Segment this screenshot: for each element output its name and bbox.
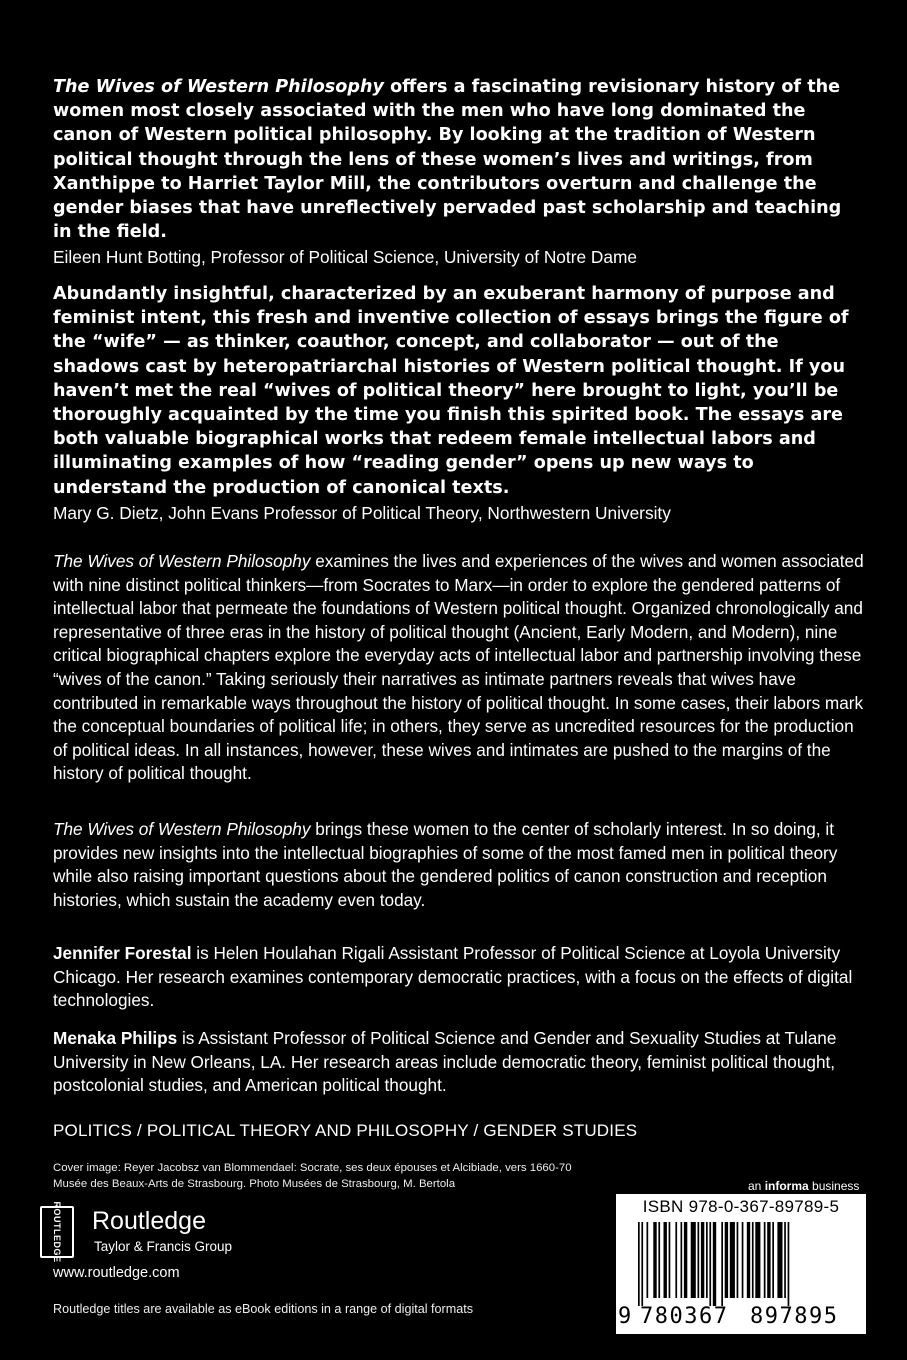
barcode-bar xyxy=(709,1222,711,1306)
barcode-bar xyxy=(772,1222,774,1298)
cover-credit-line-2: Musée des Beaux-Arts de Strasbourg. Photo Musées de Strasbourg, M. Bertola xyxy=(53,1178,456,1190)
author-name: Jennifer Forestal xyxy=(53,943,192,963)
author-bio-2 xyxy=(53,1027,865,1098)
barcode-bar xyxy=(725,1222,728,1298)
barcode-digits-group-1: 780367 xyxy=(640,1304,729,1329)
barcode-bar xyxy=(788,1222,790,1306)
endorsement-2 xyxy=(53,282,865,525)
barcode-bar xyxy=(664,1222,667,1298)
book-title-italic: The Wives of Western Philosophy xyxy=(53,819,311,839)
barcode-bar xyxy=(742,1222,744,1298)
author-name: Menaka Philips xyxy=(53,1028,178,1048)
description-2-text xyxy=(53,818,865,912)
author-bio-1-text xyxy=(53,942,865,1013)
book-title-italic: The Wives of Western Philosophy xyxy=(53,77,384,97)
description-paragraph-1 xyxy=(53,550,865,786)
book-title-italic: The Wives of Western Philosophy xyxy=(53,551,311,571)
barcode-bar xyxy=(701,1222,704,1298)
routledge-logo xyxy=(40,1201,280,1263)
endorsement-1-text xyxy=(53,75,865,244)
barcode-bar xyxy=(638,1222,640,1306)
endorsement-1 xyxy=(53,75,865,269)
informa-word: informa xyxy=(764,1179,809,1193)
publisher-name: Routledge xyxy=(92,1207,206,1235)
barcode-bar xyxy=(706,1222,708,1298)
endorsement-2-text: Abundantly insightful, characterized by an exuberant harmony of purpose and feminist intent, this fresh and inventive collection of essays brings the figure of the “wife” — as thinker, coauthor, concept, and collaborator — out of the shadows cast by heteropatriarchal histories of Western political thought. If you haven’t met the real “wives of political theory” here brought to light, you’ll be thoroughly acquainted by the time you finish this spirited book. The essays are both valuable biographical works that redeem female intellectual labors and illuminating examples of how “reading gender” opens up new ways to understand the production of canonical texts. xyxy=(53,284,849,498)
author-bio-2-text xyxy=(53,1027,865,1098)
barcode-bar xyxy=(675,1222,677,1298)
barcode-bar xyxy=(713,1222,716,1306)
barcode-bar xyxy=(755,1222,760,1298)
barcode-bar xyxy=(784,1222,786,1298)
barcode-bar xyxy=(647,1222,649,1298)
barcode-bar xyxy=(737,1222,739,1298)
ebook-note: Routledge titles are available as eBook editions in a range of digital formats xyxy=(53,1302,474,1316)
barcode-bar xyxy=(747,1222,750,1298)
cover-credit-line-1: Cover image: Reyer Jacobsz van Blommendael: Socrate, ses deux épouses et Alcibiade, vers 1660-70 xyxy=(53,1162,572,1174)
barcode-lead-digit: 9 xyxy=(618,1304,632,1329)
barcode-bar xyxy=(653,1222,656,1298)
barcode-bar xyxy=(669,1222,671,1298)
barcode-bar xyxy=(698,1222,700,1298)
barcode-bar xyxy=(730,1222,735,1298)
barcode-bar xyxy=(764,1222,766,1298)
endorsement-1-attribution: Eileen Hunt Botting, Professor of Political Science, University of Notre Dame xyxy=(53,247,637,268)
endorsement-1-body: offers a fascinating revisionary history of the women most closely associated with the men who have long dominated the canon of Western political philosophy. By looking at the tradition of Western political thought through the lens of these women’s lives and writings, from Xanthippe to Harriet Taylor Mill, the contributors overturn and challenge the gender biases that have unreflectively pervaded past scholarship and teaching in the field. xyxy=(53,77,842,243)
routledge-mark-icon xyxy=(40,1201,74,1263)
barcode-bar xyxy=(684,1222,687,1298)
informa-suffix: business xyxy=(808,1179,860,1193)
publisher-group: Taylor & Francis Group xyxy=(94,1239,233,1254)
barcode-bars xyxy=(626,1222,856,1306)
isbn-barcode xyxy=(616,1194,866,1334)
author-bio: is Assistant Professor of Political Science and Gender and Sexuality Studies at Tulane University in New Orleans, LA. Her research areas include democratic theory, feminist political thought, postcolonial studies, and American political thought. xyxy=(53,1028,837,1096)
endorsement-2-attribution: Mary G. Dietz, John Evans Professor of Political Theory, Northwestern University xyxy=(53,502,671,523)
barcode-bar xyxy=(767,1222,770,1298)
description-2-body: brings these women to the center of scholarly interest. In so doing, it provides new insights into the intellectual biographies of some of the most famed men in political theory while also raising important questions about the gendered politics of canon construction and reception histories, which sustain the academy even today. xyxy=(53,819,838,910)
author-bio: is Helen Houlahan Rigali Assistant Professor of Political Science at Loyola University Chicago. Her research examines contemporary democratic practices, with a focus on the effects of digital technologies. xyxy=(53,943,853,1011)
isbn-label: ISBN 978-0-367-89789-5 xyxy=(642,1197,840,1216)
barcode-bar xyxy=(658,1222,660,1298)
cover-credit xyxy=(53,1160,865,1192)
informa-prefix: an xyxy=(748,1179,765,1193)
description-paragraph-2 xyxy=(53,818,865,912)
barcode-bar xyxy=(752,1222,754,1298)
barcode-digits-group-2: 897895 xyxy=(750,1304,839,1329)
barcode-bar xyxy=(681,1222,683,1298)
description-1-body: examines the lives and experiences of the wives and women associated with nine distinct political thinkers—from Socrates to Marx—in order to explore the gendered patterns of intellectual labor that permeate the foundations of Western political thought. Organized chronologically and representative of three eras in the history of political thought (Ancient, Early Modern, and Modern), nine critical biographical chapters explore the everyday acts of intellectual labor and partnership involving these “wives of the canon.” Taking seriously their narratives as intimate partners reveals that wives have contributed in remarkable ways throughout the history of political thought. In some cases, their labors mark the conceptual boundaries of political life; in others, they serve as uncredited resources for the production of political ideas. In all instances, however, these wives and intimates are pushed to the margins of the history of political thought. xyxy=(53,551,864,784)
barcode-bar xyxy=(641,1222,643,1306)
barcode-bar xyxy=(691,1222,696,1298)
publisher-url[interactable]: www.routledge.com xyxy=(53,1265,180,1281)
subject-categories: POLITICS / POLITICAL THEORY AND PHILOSOPHY / GENDER STUDIES xyxy=(53,1121,638,1140)
routledge-mark-text: ROUTLEDGE xyxy=(52,1201,62,1263)
informa-business-tag xyxy=(748,1179,859,1193)
description-1-text xyxy=(53,550,865,786)
barcode-bar xyxy=(721,1222,723,1306)
author-bio-1 xyxy=(53,942,865,1013)
barcode-bar xyxy=(777,1222,782,1298)
